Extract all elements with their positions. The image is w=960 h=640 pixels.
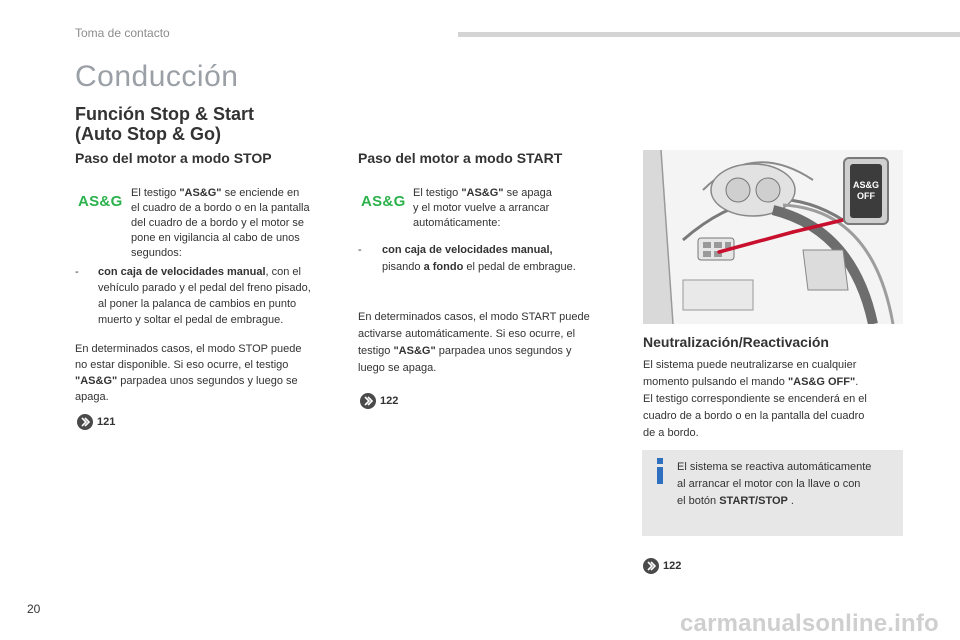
function-title bbox=[75, 104, 254, 144]
start-note: En determinados casos, el modo START puede activarse automáticamente. Si eso ocurre, el testigo "AS&G" parpadea unos segundos y luego se apaga. bbox=[358, 311, 590, 374]
stop-intro: El testigo "AS&G" se enciende en el cuadro de a bordo o en la pantalla del cuadro de a bordo y el motor se pone en vigilancia al cabo de unos segundos: bbox=[131, 187, 310, 259]
page-ref-icon bbox=[77, 414, 93, 430]
asg-badge-stop: AS&G bbox=[78, 193, 123, 210]
stop-bullet: - con caja de velocidades manual, con el vehículo parado y el pedal del freno pisado, al poner la palanca de cambios en punto muerto y soltar el pedal de embrague. bbox=[75, 266, 311, 326]
asg-off-label-bottom: OFF bbox=[857, 191, 875, 201]
neutral-section-title: Neutralización/Reactivación bbox=[643, 334, 829, 350]
neutral-body: El sistema puede neutralizarse en cualquier momento pulsando el mando "AS&G OFF". El testigo correspondiente se encenderá en el cuadro de a bordo o en la pantalla del cuadro de a bordo. bbox=[643, 359, 867, 439]
asg-off-label-top: AS&G bbox=[852, 180, 879, 190]
info-box bbox=[642, 450, 903, 536]
function-title-line2: (Auto Stop & Go) bbox=[75, 124, 221, 144]
asg-off-button-face bbox=[850, 164, 882, 218]
chapter-title: Conducción bbox=[75, 60, 239, 93]
page-ref-icon bbox=[360, 393, 376, 409]
header-rule bbox=[458, 32, 960, 37]
start-bullet: - con caja de velocidades manual, pisando a fondo el pedal de embrague. bbox=[358, 244, 576, 273]
stop-section-title: Paso del motor a modo STOP bbox=[75, 150, 272, 166]
asg-off-button bbox=[843, 157, 889, 225]
page-number: 20 bbox=[27, 602, 41, 616]
running-header: Toma de contacto bbox=[75, 26, 170, 40]
watermark: carmanualsonline.info bbox=[680, 610, 939, 637]
info-icon bbox=[652, 458, 668, 484]
page-ref-122-start[interactable]: 122 bbox=[360, 393, 398, 409]
asg-badge-start: AS&G bbox=[361, 193, 406, 210]
stop-note: En determinados casos, el modo STOP puede no estar disponible. Si eso ocurre, el testigo "AS&G" parpadea unos segundos y luego se apaga. bbox=[75, 343, 302, 403]
page-ref-121[interactable]: 121 bbox=[77, 414, 115, 430]
function-title-line1: Función Stop & Start bbox=[75, 104, 254, 124]
start-intro: El testigo "AS&G" se apaga y el motor vuelve a arrancar automáticamente: bbox=[413, 187, 552, 229]
info-text: El sistema se reactiva automáticamente al arrancar el motor con la llave o con el botón START/STOP . bbox=[677, 461, 872, 507]
page-ref-icon bbox=[643, 558, 659, 574]
start-section-title: Paso del motor a modo START bbox=[358, 150, 563, 166]
page-ref-122-neutral[interactable]: 122 bbox=[643, 558, 681, 574]
